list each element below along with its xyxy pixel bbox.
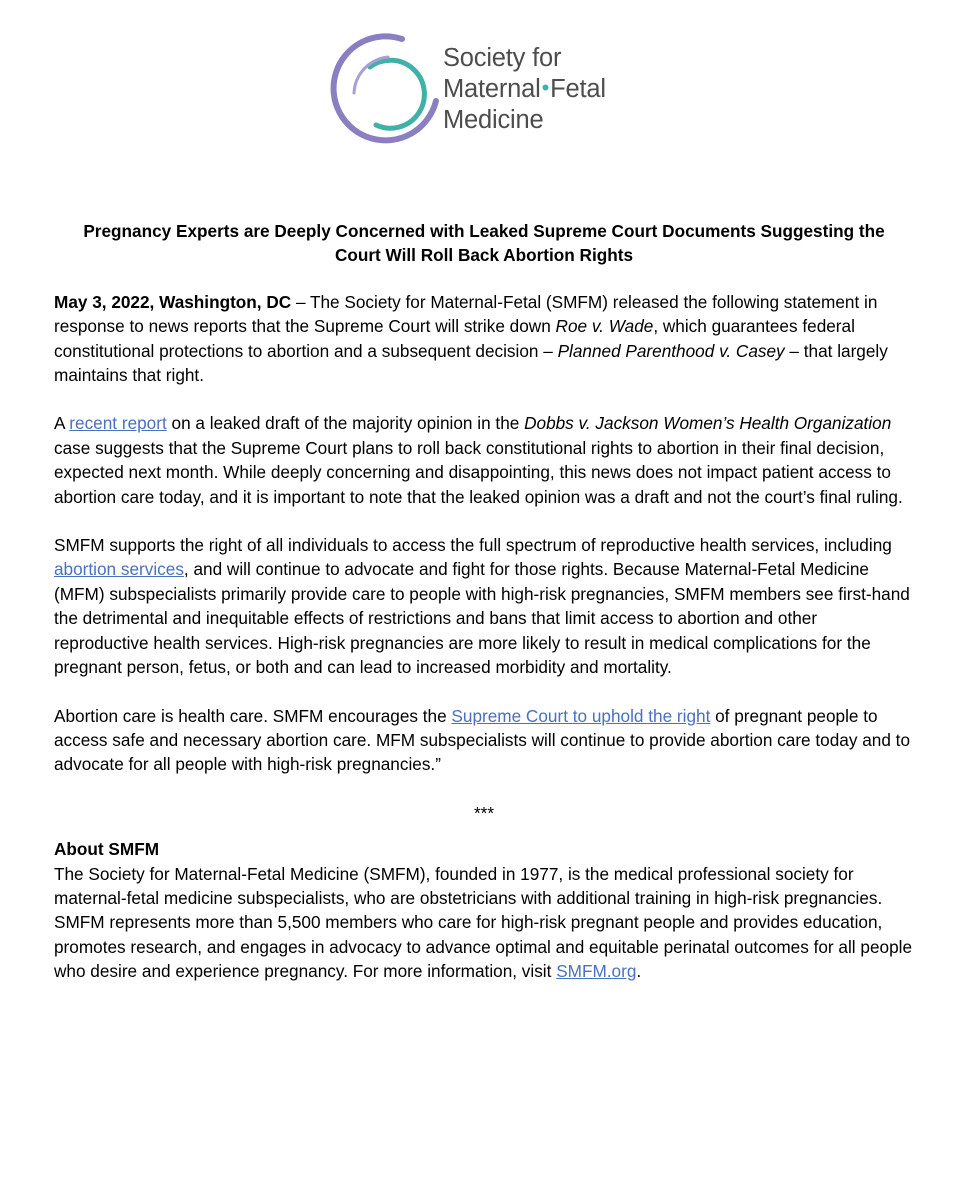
abortion-services-link[interactable]: abortion services: [54, 559, 184, 580]
headline: [54, 219, 914, 268]
logo-wordmark: [443, 43, 606, 136]
about-heading: About SMFM: [54, 839, 160, 860]
dateline: May 3, 2022, Washington, DC: [54, 291, 292, 312]
recent-report-link[interactable]: recent report: [69, 413, 167, 434]
logo-line-3: Medicine: [443, 106, 544, 134]
smfm-website-link[interactable]: SMFM.org: [556, 961, 637, 982]
headline-line-2: Court Will Roll Back Abortion Rights: [334, 245, 634, 266]
paragraph-4: Abortion care is health care. SMFM encourages the Supreme Court to uphold the right of pregnant people to access safe and necessary abortion care. MFM subspecialists will continue to provide abortion care today and to advocate for all people with high-risk pregnancies.”: [54, 705, 911, 775]
logo-line-1: Society for: [443, 44, 562, 72]
headline-line-1: Pregnancy Experts are Deeply Concerned with Leaked Supreme Court Documents Suggesting the: [83, 221, 885, 241]
smfm-logo: [330, 33, 650, 145]
press-release-body: [54, 219, 914, 984]
case-name: Dobbs v. Jackson Women’s Health Organization: [524, 413, 892, 434]
paragraph-1: May 3, 2022, Washington, DC – The Society for Maternal-Fetal (SMFM) released the following statement in response to news reports that the Supreme Court will strike down Roe v. Wade, which guarantees federal constitutional protections to abortion and a subsequent decision – Planned Parenthood v. Casey – that largely maintains that right.: [54, 291, 888, 386]
supreme-court-uphold-link[interactable]: Supreme Court to uphold the right: [451, 705, 711, 726]
case-name: Planned Parenthood v. Casey: [557, 340, 785, 361]
logo-rings-icon: [330, 33, 442, 145]
paragraph-2: A recent report on a leaked draft of the majority opinion in the Dobbs v. Jackson Women’s Health Organization case suggests that the Supreme Court plans to roll back constitutional rights to abortion in their final decision, expected next month. While deeply concerning and disappointing, this news does not impact patient access to abortion care today, and it is important to note that the leaked opinion was a draft and not the court’s final ruling.: [54, 413, 903, 507]
case-name: Roe v. Wade: [555, 316, 654, 337]
paragraph-3: SMFM supports the right of all individuals to access the full spectrum of reproductive health services, including abortion services, and will continue to advocate and fight for those rights. Because Maternal-Fetal Medicine (MFM) subspecialists primarily provide care to people with high-risk pregnancies, SMFM members see first-hand the detrimental and inequitable effects of restrictions and bans that limit access to abortion and other reproductive health services. High-risk pregnancies are more likely to result in medical complications for the pregnant person, fetus, or both and can lead to increased morbidity and mortality.: [54, 535, 910, 678]
logo-dot: •: [541, 75, 550, 100]
section-separator: ***: [473, 802, 495, 823]
about-text: The Society for Maternal-Fetal Medicine (SMFM), founded in 1977, is the medical professional society for maternal-fetal medicine subspecialists, who are obstetricians with additional training in high-risk pregnancies. SMFM represents more than 5,500 members who care for high-risk pregnant people and provides education, promotes research, and engages in advocacy to advance optimal and equitable perinatal outcomes for all people who desire and experience pregnancy. For more information, visit SMFM.org.: [54, 863, 913, 982]
logo-line-2: Maternal•Fetal: [443, 75, 606, 103]
